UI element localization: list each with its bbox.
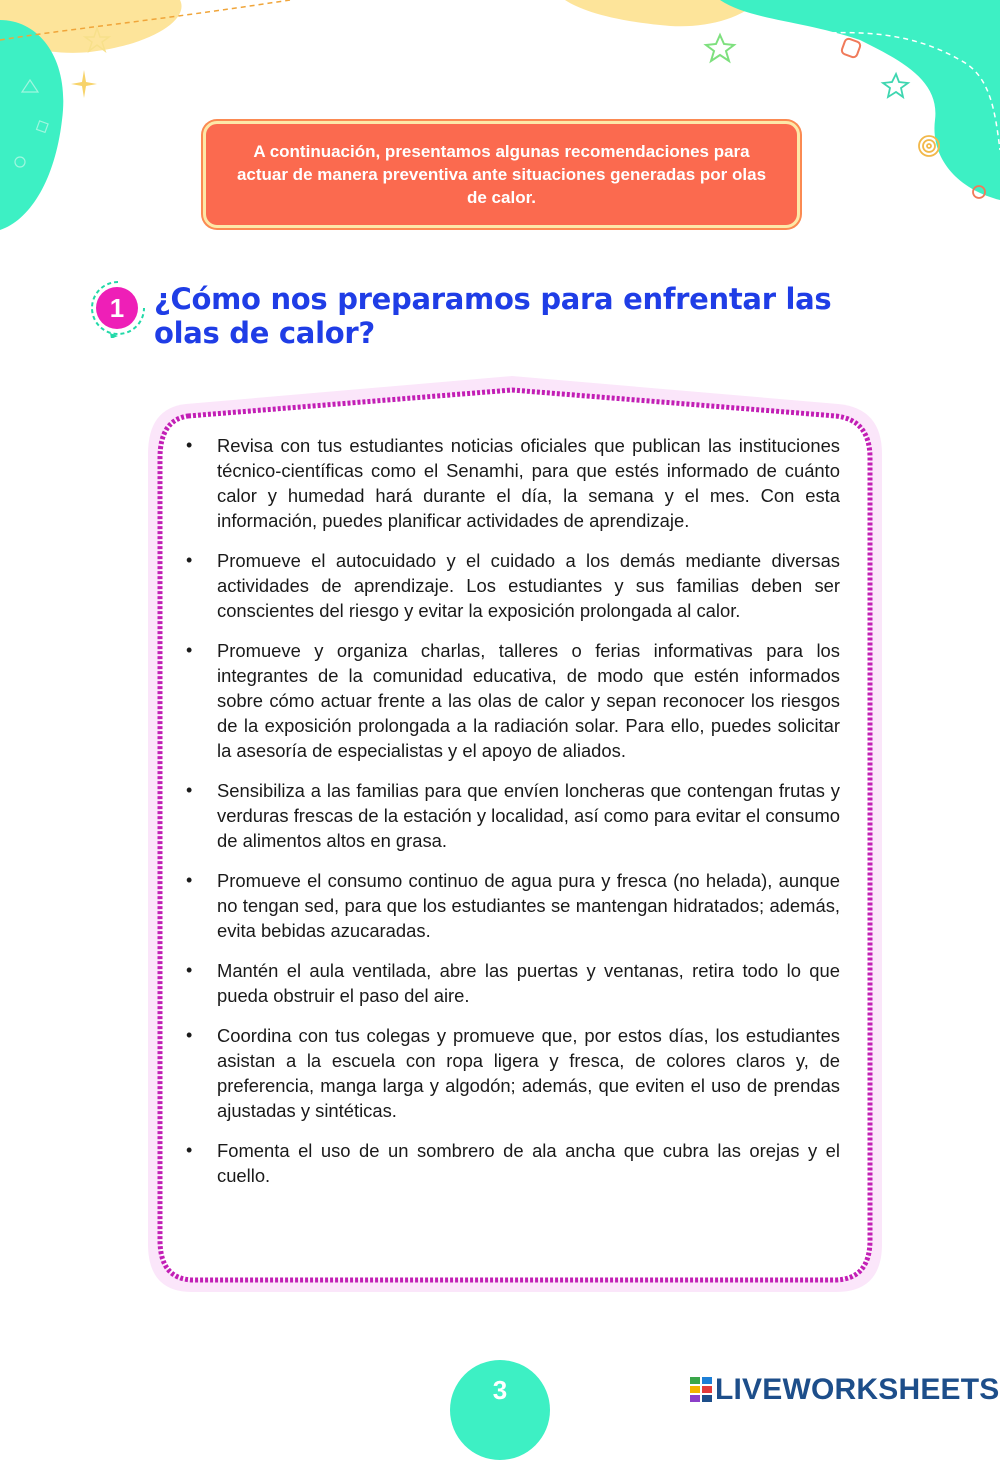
liveworksheets-brand[interactable] bbox=[690, 1372, 1000, 1408]
list-item: • Promueve el autocuidado y el cuidado a los demás mediante diversas actividades de aprendizaje. Los estudiantes y sus familias deben ser conscientes del riesgo y evitar la exposición prolongada al calor. bbox=[186, 548, 840, 623]
intro-banner bbox=[203, 121, 800, 228]
star-icon-teal bbox=[883, 74, 908, 97]
section-number-badge bbox=[88, 278, 148, 338]
star-icon-green bbox=[706, 35, 734, 61]
sparkle-icon bbox=[71, 70, 97, 98]
list-item: • Coordina con tus colegas y promueve que, por estos días, los estudiantes asistan a la escuela con ropa ligera y fresca, de colores claros y, de preferencia, manga larga y algodón; además, que eviten el uso de prendas ajustadas y sintéticas. bbox=[186, 1023, 840, 1123]
list-item: • Promueve el consumo continuo de agua pura y fresca (no helada), aunque no tengan sed, para que los estudiantes se mantengan hidratados; además, evita bebidas azucaradas. bbox=[186, 868, 840, 943]
page-number: 3 bbox=[492, 1375, 508, 1405]
section-number: 1 bbox=[96, 287, 138, 329]
recommendations-list bbox=[186, 433, 840, 1203]
list-item: • Revisa con tus estudiantes noticias oficiales que publican las instituciones técnico-científicas como el Senamhi, para que estés informado de cuánto calor y humedad hará durante el día, la semana y el mes. Con esta información, puedes planificar actividades de aprendizaje. bbox=[186, 433, 840, 533]
page-number-badge bbox=[450, 1360, 550, 1460]
list-item: • Mantén el aula ventilada, abre las puertas y ventanas, retira todo lo que pueda obstruir el paso del aire. bbox=[186, 958, 840, 1008]
list-item: • Promueve y organiza charlas, talleres o ferias informativas para los integrantes de la comunidad educativa, de modo que estén informados sobre cómo actuar frente a las olas de calor y sepan reconocer los riesgos de la exposición prolongada a la radiación solar. Para ello, puedes solicitar la asesoría de especialistas y el apoyo de aliados. bbox=[186, 638, 840, 763]
section-title: ¿Cómo nos preparamos para enfrentar las olas de calor? bbox=[154, 282, 832, 350]
list-item: • Fomenta el uso de un sombrero de ala ancha que cubra las orejas y el cuello. bbox=[186, 1138, 840, 1188]
spiral-icon bbox=[919, 136, 939, 156]
square-icon bbox=[841, 38, 862, 59]
liveworksheets-logo-icon bbox=[690, 1377, 712, 1403]
list-item: • Sensibiliza a las familias para que envíen loncheras que contengan frutas y verduras frescas de la estación y localidad, así como para evitar el consumo de alimentos altos en grasa. bbox=[186, 778, 840, 853]
brand-name: LIVEWORKSHEETS bbox=[715, 1373, 1000, 1406]
intro-text: A continuación, presentamos algunas recomendaciones para actuar de manera preventiva ante situaciones generadas por olas de calor. bbox=[236, 142, 767, 207]
